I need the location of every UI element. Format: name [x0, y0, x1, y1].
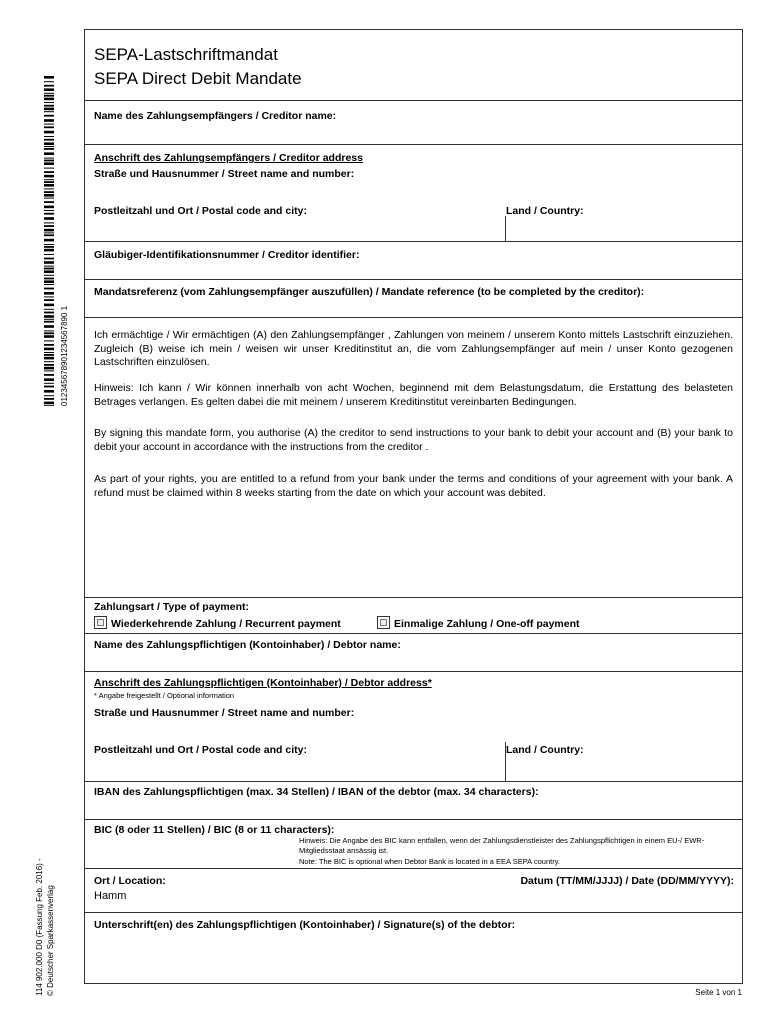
mandate-form — [84, 29, 743, 984]
authorization-text-block — [85, 318, 742, 598]
bic-note-de: Hinweis: Die Angabe des BIC kann entfallen, wenn der Zahlungsdienstleister des Zahlungspflichtigen in einem EU-/ EWR-Mitgliedsstaat ansässig ist. — [299, 836, 705, 855]
creditor-identifier-field[interactable] — [85, 242, 742, 280]
signature-label: Unterschrift(en) des Zahlungspflichtigen (Kontoinhaber) / Signature(s) of the debtor: — [94, 919, 516, 931]
recurrent-payment-option[interactable] — [94, 616, 341, 630]
payment-type-label: Zahlungsart / Type of payment: — [94, 601, 249, 613]
form-version-note — [34, 858, 56, 996]
publisher: © Deutscher Sparkassenverlag — [46, 885, 55, 996]
bic-note-en: Note: The BIC is optional when Debtor Bank is located in a EEA SEPA country. — [299, 857, 560, 866]
creditor-identifier-label: Gläubiger-Identifikationsnummer / Creditor identifier: — [94, 249, 360, 261]
page-number: Seite 1 von 1 — [695, 988, 742, 997]
debtor-country-label: Land / Country: — [506, 744, 584, 756]
creditor-name-label: Name des Zahlungsempfängers / Creditor name: — [94, 110, 337, 122]
oneoff-payment-option[interactable] — [377, 616, 580, 630]
creditor-address-border — [85, 30, 742, 242]
title-en: SEPA Direct Debit Mandate — [94, 69, 302, 88]
mandate-reference-label: Mandatsreferenz (vom Zahlungsempfänger auszufüllen) / Mandate reference (to be completed by the creditor): — [94, 286, 645, 298]
optional-info-note: * Angabe freigestellt / Optional information — [94, 691, 235, 700]
creditor-address-heading: Anschrift des Zahlungsempfängers / Creditor address — [94, 152, 363, 164]
authorization-paragraph-3: By signing this mandate form, you authorise (A) the creditor to send instructions to your bank to debit your account and (B) your bank to debit your account in accordance with the instructions from the creditor . — [94, 427, 733, 453]
iban-field[interactable] — [85, 782, 742, 820]
authorization-paragraph-2: Hinweis: Ich kann / Wir können innerhalb von acht Wochen, beginnend mit dem Belastungsdatum, die Erstattung des belasteten Betrages verlangen. Es gelten dabei die mit meinem / unserem Kreditinstitut vereinbarten Bedingungen. — [94, 382, 733, 408]
oneoff-payment-label: Einmalige Zahlung / One-off payment — [394, 618, 580, 630]
authorization-paragraph-1: Ich ermächtige / Wir ermächtigen (A) den Zahlungsempfänger , Zahlungen von meinem / unserem Konto mittels Lastschrift einzuziehen. Zugleich (B) weise ich mein / weisen wir unser Kreditinstitut an, die vom Zahlungsempfänger auf mein / unser Konto gezogenen Lastschriften einzulösen. — [94, 329, 733, 368]
barcode-number: 012345678901234567890 1 — [60, 305, 69, 406]
iban-label: IBAN des Zahlungspflichtigen (max. 34 Stellen) / IBAN of the debtor (max. 34 characters): — [94, 786, 539, 798]
creditor-country-label: Land / Country: — [506, 205, 584, 217]
signature-field[interactable] — [85, 913, 742, 985]
location-value[interactable]: Hamm — [94, 890, 127, 902]
oneoff-payment-checkbox[interactable] — [377, 616, 390, 629]
debtor-name-field[interactable] — [85, 634, 742, 672]
title-de: SEPA-Lastschriftmandat — [94, 45, 278, 64]
creditor-postcode-label: Postleitzahl und Ort / Postal code and city: — [94, 205, 307, 217]
date-label: Datum (TT/MM/JJJJ) / Date (DD/MM/YYYY): — [520, 875, 734, 887]
debtor-postcode-label: Postleitzahl und Ort / Postal code and city: — [94, 744, 307, 756]
debtor-name-label: Name des Zahlungspflichtigen (Kontoinhaber) / Debtor name: — [94, 639, 401, 651]
debtor-country-divider — [505, 742, 506, 782]
form-number: 114 902.000 D0 (Fassung Feb. 2016) - — [35, 858, 44, 996]
recurrent-payment-label: Wiederkehrende Zahlung / Recurrent payment — [111, 618, 341, 630]
bic-label: BIC (8 oder 11 Stellen) / BIC (8 or 11 characters): — [94, 824, 335, 836]
location-date-row — [85, 869, 742, 913]
mandate-reference-field[interactable] — [85, 280, 742, 318]
bic-field[interactable] — [85, 820, 742, 869]
creditor-street-label: Straße und Hausnummer / Street name and number: — [94, 168, 355, 180]
debtor-address-heading: Anschrift des Zahlungspflichtigen (Kontoinhaber) / Debtor address* — [94, 677, 432, 689]
debtor-street-label: Straße und Hausnummer / Street name and number: — [94, 707, 355, 719]
payment-type-block — [85, 598, 742, 634]
barcode — [44, 76, 54, 406]
recurrent-payment-checkbox[interactable] — [94, 616, 107, 629]
authorization-paragraph-4: As part of your rights, you are entitled to a refund from your bank under the terms and conditions of your agreement with your bank. A refund must be claimed within 8 weeks starting from the date on which your account was debited. — [94, 473, 733, 499]
debtor-address-block — [85, 672, 742, 782]
location-label: Ort / Location: — [94, 875, 166, 887]
